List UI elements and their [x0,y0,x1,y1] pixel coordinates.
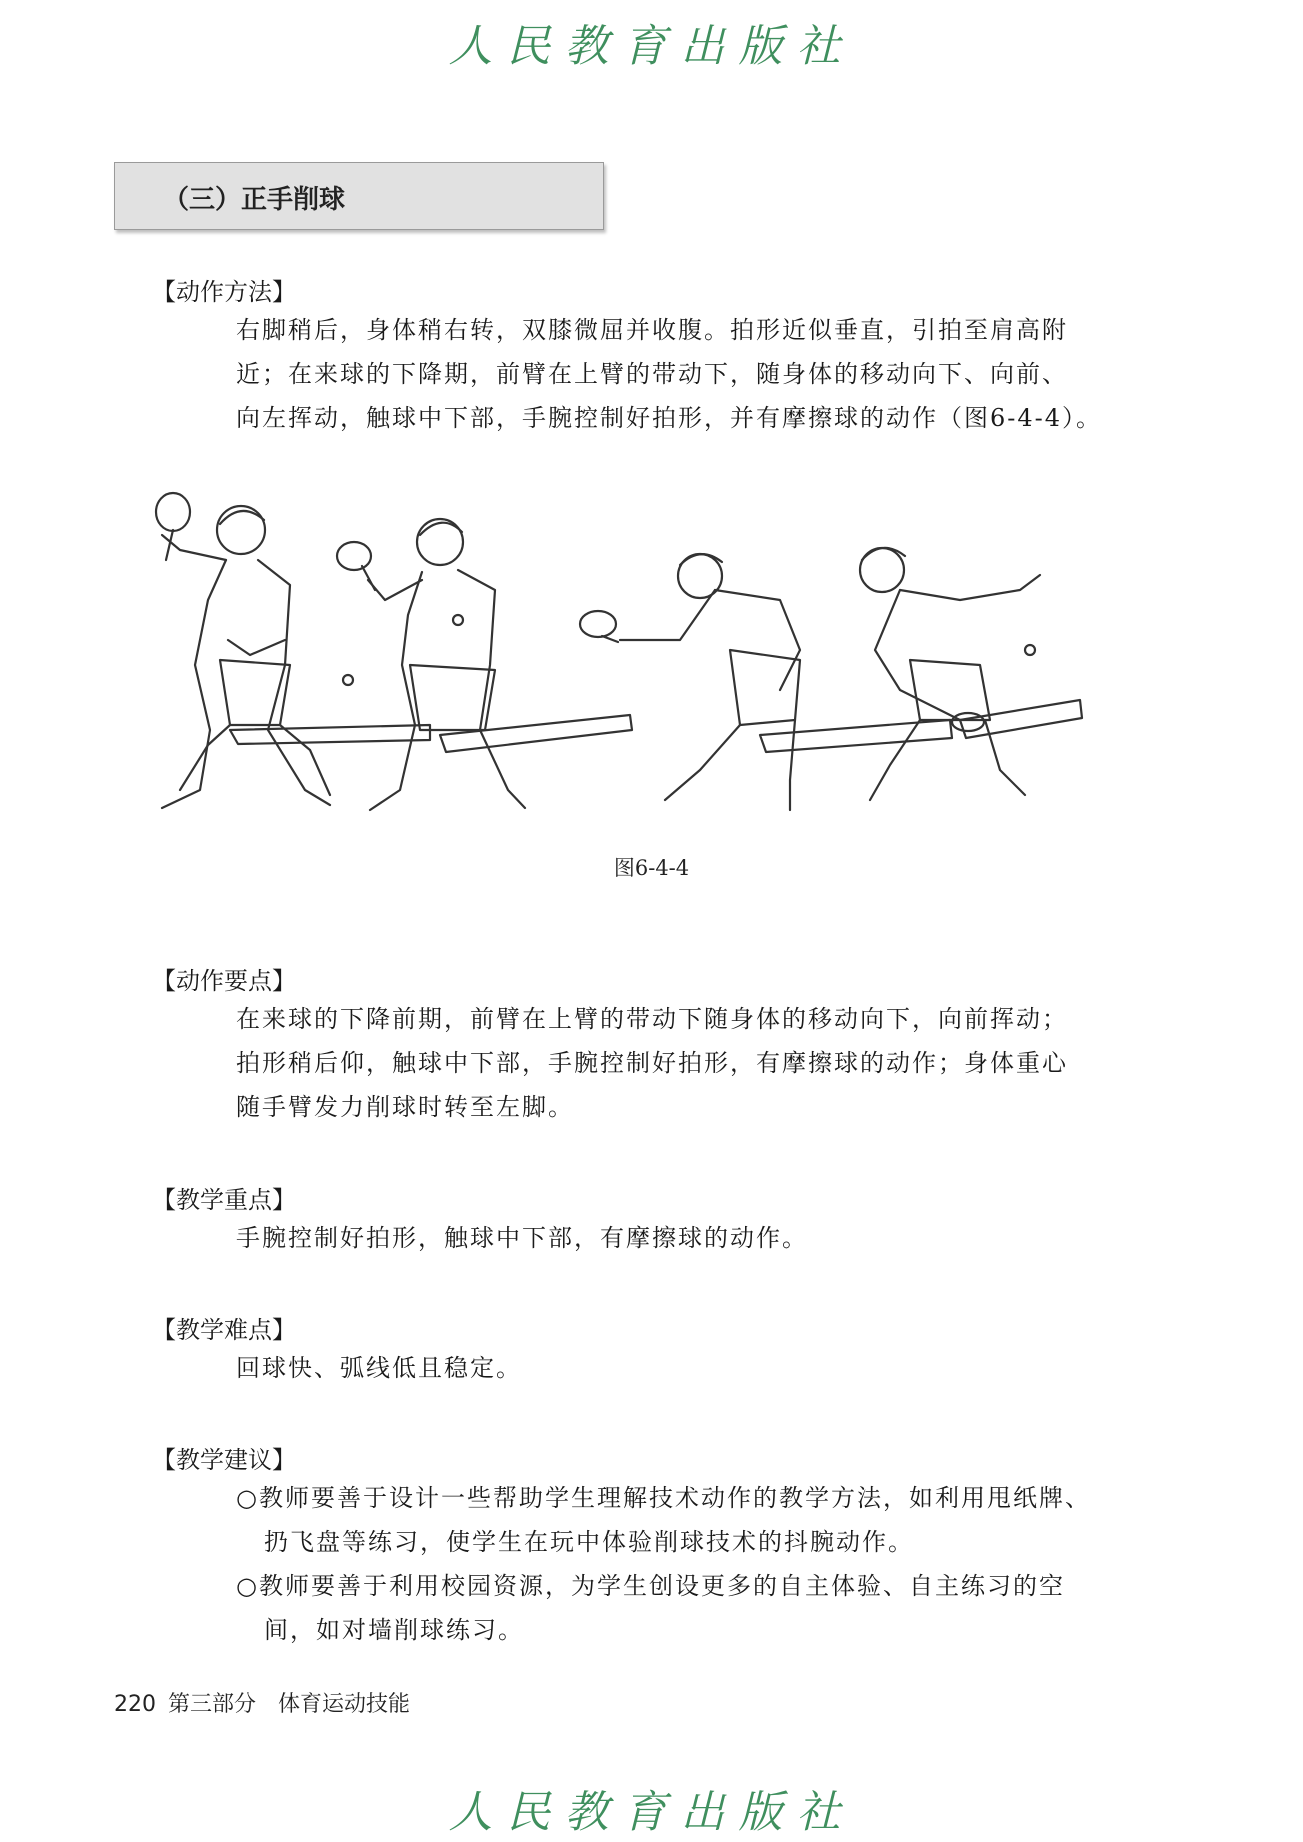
section-title-box [114,162,604,230]
paddle-4 [952,713,984,731]
advice-item-1 [236,1476,1136,1564]
method-paragraph [236,308,1136,440]
page-footer [114,1687,410,1718]
teaching-difficulty-line: 回球快、弧线低且稳定。 [236,1354,522,1382]
advice-item-line: 扔飞盘等练习，使学生在玩中体验削球技术的抖腕动作。 [264,1528,914,1556]
key-points-line: 在来球的下降前期，前臂在上臂的带动下随身体的移动向下，向前挥动； [236,1005,1068,1033]
player-figure-2 [337,519,632,810]
figure-caption: 图6-4-4 [613,856,690,880]
key-points-paragraph [236,997,1136,1129]
player-figure-1 [156,493,430,808]
paddle-3 [580,611,616,637]
forehand-chop-illustration [140,490,1140,830]
method-line: 右脚稍后，身体稍右转，双膝微屈并收腹。拍形近似垂直，引拍至肩高附 [236,316,1068,344]
advice-item-line: ○教师要善于设计一些帮助学生理解技术动作的教学方法，如利用甩纸牌、 [236,1484,1091,1512]
watermark-text: 人民教育出版社 [448,1787,855,1838]
advice-item-line: 间，如对墙削球练习。 [264,1616,524,1644]
footer-section: 第三部分 体育运动技能 [168,1692,411,1717]
teaching-focus-paragraph [236,1216,1136,1260]
section-title: （三）正手削球 [163,185,346,215]
teaching-focus-line: 手腕控制好拍形，触球中下部，有摩擦球的动作。 [236,1224,808,1252]
key-points-line: 拍形稍后仰，触球中下部，手腕控制好拍形，有摩擦球的动作；身体重心 [236,1049,1068,1077]
page-number: 220 [114,1692,156,1717]
publisher-watermark-top [0,10,1303,72]
advice-item-2 [236,1564,1136,1652]
method-line: 向左挥动，触球中下部，手腕控制好拍形，并有摩擦球的动作（图6-4-4）。 [236,404,1103,432]
heading-teaching-focus: 【教学重点】 [152,1186,296,1214]
key-points-line: 随手臂发力削球时转至左脚。 [236,1093,574,1121]
teaching-difficulty-paragraph [236,1346,1136,1390]
advice-item-line: ○教师要善于利用校园资源，为学生创设更多的自主体验、自主练习的空 [236,1572,1065,1600]
heading-key-points: 【动作要点】 [152,967,296,995]
heading-method: 【动作方法】 [152,278,296,306]
watermark-text: 人民教育出版社 [448,21,855,72]
paddle-2 [337,542,371,570]
player-figure-4 [860,548,1082,800]
heading-teaching-advice: 【教学建议】 [152,1446,296,1474]
method-line: 近；在来球的下降期，前臂在上臂的带动下，随身体的移动向下、向前、 [236,360,1068,388]
heading-teaching-difficulty: 【教学难点】 [152,1316,296,1344]
publisher-watermark-bottom [0,1776,1303,1838]
paddle-1 [156,493,190,531]
